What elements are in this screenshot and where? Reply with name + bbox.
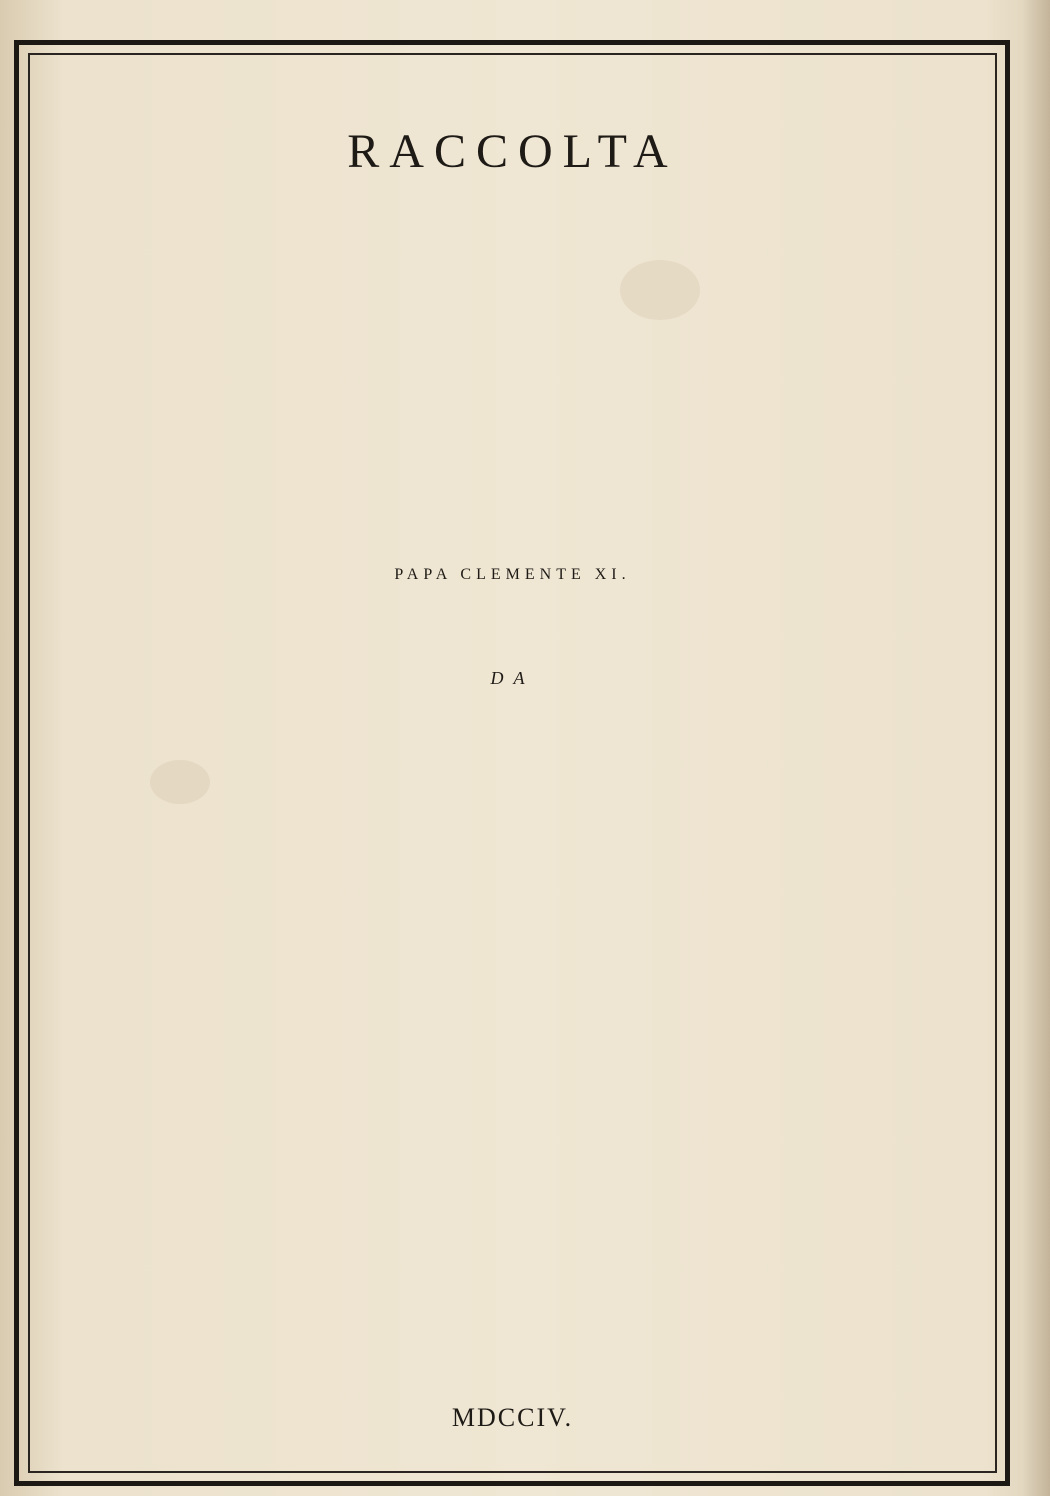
commentator-name	[28, 980, 997, 1026]
imprint-year: MDCCIV.	[451, 1403, 574, 1432]
page-edge-shadow	[1022, 0, 1050, 1496]
illustrata-label	[28, 795, 997, 837]
exposition-line	[28, 845, 997, 897]
imprint-line-1	[28, 1322, 997, 1374]
pope-name: PAPA CLEMENTE XI.	[394, 566, 631, 583]
author-name	[28, 718, 997, 778]
commentator-title-2	[28, 1118, 997, 1160]
subtitle-data-in-luce	[28, 293, 997, 353]
subtitle-holiness	[28, 452, 997, 522]
imprint-line-2	[28, 1393, 997, 1451]
commentator-title-1	[28, 1053, 997, 1097]
subtitle-auspices	[28, 376, 997, 432]
immagine-line	[28, 905, 997, 957]
subtitle-statues	[28, 215, 997, 275]
main-title: RACCOLTA	[347, 125, 678, 178]
by-line-da: DA	[490, 668, 535, 688]
